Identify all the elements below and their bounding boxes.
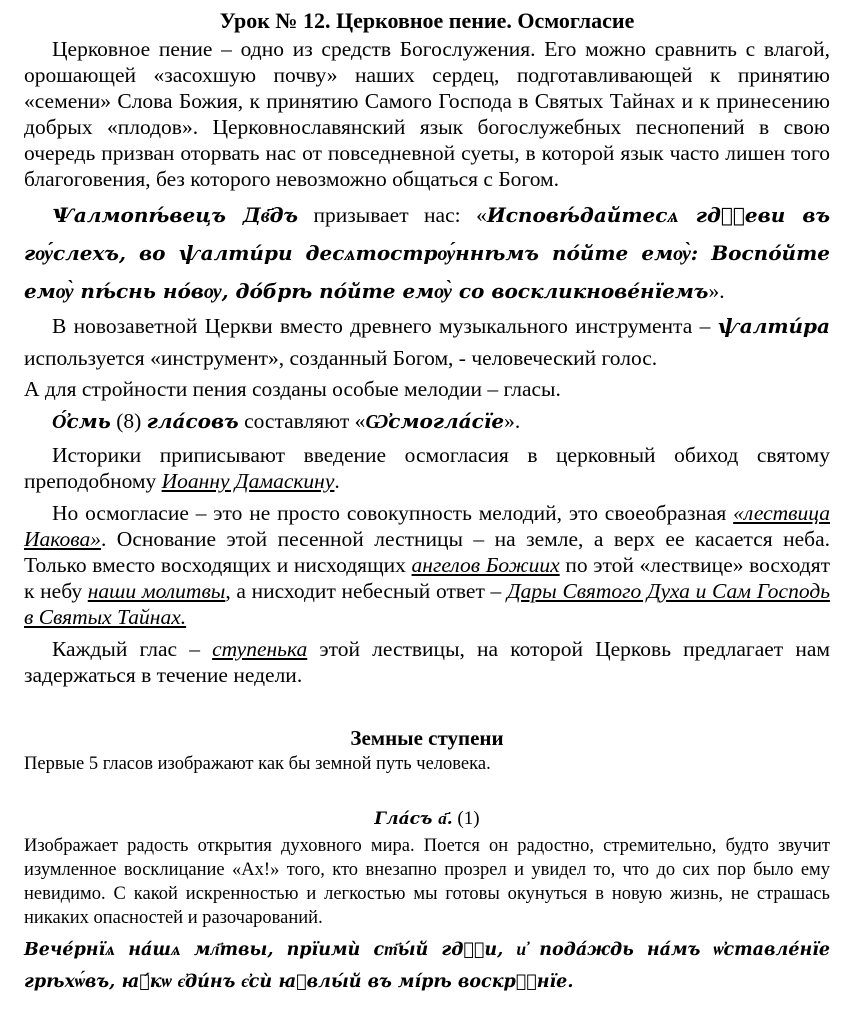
lestvica-c: по этой «лествице» восходят к небу bbox=[24, 553, 830, 603]
nt-text-b: используется «инструмент», созданный Богом, - человеческий голос. bbox=[24, 346, 658, 370]
page bbox=[24, 6, 830, 998]
cs-prayer: Вече́рнїѧ на́шѧ мл҃твы, прїимѝ ст҃ы́й гдⷭ҇и, и҆ пода́ждь на́мъ ѡ҆ставле́нїе грѣхѡ́въ, ꙗ҆́кѡ є҆ди́нъ є҆сѝ ꙗ҆влы́й въ мі́рѣ воскрⷭ҇нїе. bbox=[24, 940, 830, 992]
cs-author: Ѱалмопѣ́вецъ Дв҃дъ bbox=[52, 203, 299, 227]
psalm-lead: призывает нас: « bbox=[298, 203, 487, 227]
paragraph-psalm bbox=[24, 196, 830, 310]
osm-end: ». bbox=[504, 409, 521, 433]
link-lestvica-iakova[interactable]: «лествица Иакова» bbox=[24, 501, 830, 551]
eight-number: (8) bbox=[110, 409, 147, 433]
cs-osm: О҆́смь bbox=[52, 409, 111, 433]
cs-glas-title: Гла́съ а҃. bbox=[374, 809, 453, 829]
link-molitvy[interactable]: наши молитвы bbox=[87, 579, 226, 603]
psalm-end: ». bbox=[708, 279, 725, 303]
link-dary[interactable]: Дары Святого Духа и Сам Господь в Святых Тайнах. bbox=[24, 579, 830, 629]
link-stupenka[interactable]: ступенька bbox=[212, 637, 308, 661]
historians-text: Историки приписывают введение осмогласия в церковный обиход святому преподобному bbox=[24, 443, 830, 493]
link-angely[interactable]: ангелов Божиих bbox=[411, 553, 560, 577]
lestvica-b: . Основание этой песенной лестницы – на земле, а верх ее касается неба. Только вместо восходящих и нисходящих bbox=[24, 527, 830, 577]
section-title: Земные ступени bbox=[350, 726, 504, 750]
cs-psalm-quote: Исповѣ́дайтесѧ гдⷭ҇еви въ гѹ́слехъ, во ѱалти́ри десѧтострѹ́ннѣмъ по́йте емѹ̀: Воспо́йте емѹ̀ пѣ́снь но́вѹ, до́брѣ по́йте емѹ̀ со воскликнове́нїемъ bbox=[24, 203, 830, 303]
cs-psaltir: ѱалти́ра bbox=[717, 314, 830, 338]
cs-osmoglasie: Ѡ҆смогла́сїе bbox=[365, 409, 505, 433]
paragraph-stupenka bbox=[24, 636, 830, 688]
glas-heading bbox=[24, 806, 830, 832]
section-intro: Первые 5 гласов изображают как бы земной путь человека. bbox=[24, 754, 491, 774]
spacer bbox=[24, 688, 830, 724]
paragraph-new-testament bbox=[24, 310, 830, 374]
nt-text-a: В новозаветной Церкви вместо древнего музыкального инструмента – bbox=[52, 314, 718, 338]
stupenka-a: Каждый глас – bbox=[52, 637, 213, 661]
paragraph-intro: Церковное пение – одно из средств Богослужения. Его можно сравнить с влагой, орошающей «засохшую почву» наших сердец, подготавливающей к принятию «семени» Слова Божия, к принятию Самого Господа в Святых Тайнах и к принесению добрых «плодов». Церковнославянский язык богослужебных песнопений в свою очередь призван оторвать нас от повседневной суеты, в которой язык часто лишен того благоговения, без которого невозможно общаться с Богом. bbox=[24, 37, 830, 191]
glas-number: (1) bbox=[452, 808, 480, 829]
lesson-title: Урок № 12. Церковное пение. Осмогласие bbox=[219, 8, 635, 33]
paragraph-glasy: А для стройности пения созданы особые мелодии – гласы. bbox=[24, 377, 561, 401]
link-ioann-damaskin[interactable]: Иоанну Дамаскину bbox=[161, 469, 335, 493]
stupenka-b: этой лествицы, на которой Церковь предлагает нам задержаться в течение недели. bbox=[24, 637, 831, 687]
paragraph-historians bbox=[24, 442, 830, 494]
paragraph-lestvica bbox=[24, 500, 830, 630]
historians-end: . bbox=[334, 469, 340, 493]
lestvica-a: Но осмогласие – это не просто совокупность мелодий, это своеобразная bbox=[52, 501, 734, 525]
cs-glasov: гла́совъ bbox=[146, 409, 239, 433]
glas-description: Изображает радость открытия духовного мира. Поется он радостно, стремительно, будто звучит изумленное восклицание «Ах!» того, кто внезапно прозрел и увидел то, что до сих пор было ему невидимо. С какой искренностью и легкостью мы готовы окунуться в новую жизнь, не страшась никаких опасностей и разочарований. bbox=[24, 836, 830, 928]
paragraph-osmoglasie bbox=[24, 404, 830, 438]
lestvica-d: , а нисходит небесный ответ – bbox=[225, 579, 507, 603]
compose-text: составляют « bbox=[238, 409, 366, 433]
